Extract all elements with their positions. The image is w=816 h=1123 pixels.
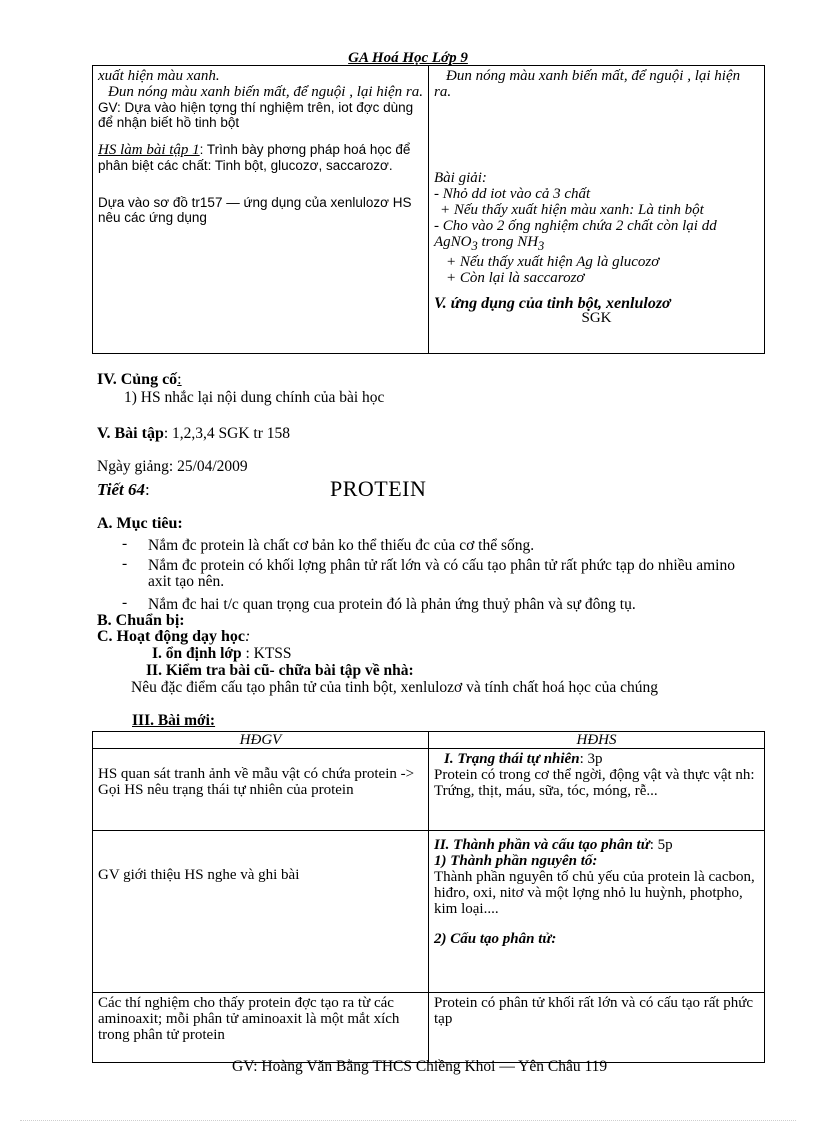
section-v xyxy=(97,426,290,442)
t1-left-exercise xyxy=(98,142,423,173)
row1-student-text: Protein có trong cơ thể ngời, động vật và thực vật nh: Trứng, thịt, máu, sữa, tóc, móng, rễ... xyxy=(434,767,755,799)
t1-right-step5: + Còn lại là saccarozơ xyxy=(446,270,585,286)
t1-right-step4: + Nếu thấy xuất hiện Ag là glucozơ xyxy=(446,254,660,270)
t1-left-line5: Dựa vào sơ đồ tr157 — ứng dụng của xenlulozơ HS nêu các ứng dụng xyxy=(98,195,412,225)
objective-text: Nắm đc protein có khối lợng phân tử rất lớn và có cấu tạo phân tử rất phức tạp do nhiều amino axit tạo nên. xyxy=(148,557,735,590)
section-iv-label: IV. Củng cố xyxy=(97,371,178,388)
row2-subheading2: 2) Cấu tạo phân tử: xyxy=(434,931,557,947)
t1-left-line3: GV: Dựa vào hiện tợng thí nghiệm trên, iot đợc dùng để nhận biết hồ tinh bột xyxy=(98,100,414,130)
objective-text: Nắm đc protein là chất cơ bản ko thể thiếu đc của cơ thể sống. xyxy=(148,537,535,554)
row1-heading xyxy=(434,751,759,767)
class-setup-text: : KTSS xyxy=(241,645,292,662)
step3-text: - Cho vào 2 ống nghiệm chứa 2 chất còn lại dd AgNO xyxy=(434,218,717,250)
step3-text2: trong NH xyxy=(477,234,539,250)
step3-sub2: 3 xyxy=(538,239,545,253)
period-number: Tiết 64 xyxy=(97,480,145,499)
t1-right-solution: Bài giải: xyxy=(434,170,487,186)
table2-row3-left xyxy=(93,993,429,1063)
step3-sub1: 3 xyxy=(471,239,478,253)
table2-row1-right xyxy=(429,749,765,831)
t1-right-line1: Đun nóng màu xanh biến mất, để nguội , lại hiện ra. xyxy=(434,68,741,100)
row1-teacher-text: HS quan sát tranh ảnh về mẫu vật có chứa protein -> Gọi HS nêu trạng thái tự nhiên của protein xyxy=(98,766,415,798)
objective-item xyxy=(122,555,742,590)
row2-heading xyxy=(434,837,759,853)
t1-right-heading: V. ứng dụng của tinh bột, xenlulozơ xyxy=(434,295,671,312)
section-c-label: C. Hoạt động dạy học xyxy=(97,628,246,645)
row3-teacher-text: Các thí nghiệm cho thấy protein đợc tạo ra từ các aminoaxit; mỗi phân tử aminoaxit là một mắt xích trong phân tử protein xyxy=(98,995,400,1043)
page-bottom-divider xyxy=(20,1120,796,1121)
homework-check-question: Nêu đặc điểm cấu tạo phân tử của tinh bột, xenlulozơ và tính chất hoá học của chúng xyxy=(131,679,659,696)
row2-student-text: Thành phần nguyên tố chủ yếu của protein là cacbon, hiđro, oxi, nitơ và một lợng nhỏ lu huỳnh, photpho, kim loại.... xyxy=(434,869,755,917)
lesson-title: PROTEIN xyxy=(330,476,427,501)
row2-teacher-text: GV giới thiệu HS nghe và ghi bài xyxy=(98,867,300,883)
t1-right-step3 xyxy=(434,218,759,254)
row1-heading-tail: : 3p xyxy=(579,751,603,767)
exercise-label: HS làm bài tập 1 xyxy=(98,142,200,158)
col-header-student: HĐHS xyxy=(429,732,765,749)
section-c-colon: : xyxy=(245,628,251,645)
section-iv-title xyxy=(97,372,182,388)
row1-heading-text: I. Trạng thái tự nhiên xyxy=(444,751,580,767)
page-footer: GV: Hoàng Văn Bằng THCS Chiềng Khoi — Yên Châu 119 xyxy=(232,1058,608,1075)
row2-heading-text: II. Thành phần và cấu tạo phân tử xyxy=(434,837,650,853)
lesson-activity-table xyxy=(92,731,765,1063)
objective-text: Nắm đc hai t/c quan trọng cua protein đó là phản ứng thuỷ phân và sự đông tụ. xyxy=(148,596,636,613)
section-v-label: V. Bài tập xyxy=(97,425,164,442)
col-header-teacher: HĐGV xyxy=(93,732,429,749)
period-label xyxy=(97,482,150,498)
t1-right-step2: + Nếu thấy xuất hiện màu xanh: Là tinh bột xyxy=(440,202,704,218)
teaching-date: Ngày giảng: 25/04/2009 xyxy=(97,458,248,475)
table2-row2-left xyxy=(93,831,429,993)
section-a-title: A. Mục tiêu: xyxy=(97,515,183,532)
section-v-text: : 1,2,3,4 SGK tr 158 xyxy=(163,425,291,442)
new-lesson-title: III. Bài mới: xyxy=(132,712,216,729)
objective-item xyxy=(122,535,742,554)
row2-heading-tail: : 5p xyxy=(649,837,673,853)
continued-lesson-table xyxy=(92,65,765,354)
class-setup xyxy=(152,646,292,662)
table2-row1-left xyxy=(93,749,429,831)
t1-left-line2: Đun nóng màu xanh biến mất, để nguội , lại hiện ra. xyxy=(108,84,423,100)
section-iv-item: 1) HS nhắc lại nội dung chính của bài học xyxy=(124,389,385,406)
table2-row3-right xyxy=(429,993,765,1063)
t1-left-line1: xuất hiện màu xanh. xyxy=(98,68,220,84)
bullet-dash: - xyxy=(122,594,128,611)
objective-item xyxy=(122,594,742,613)
section-c-title xyxy=(97,629,250,645)
section-b-title: B. Chuẩn bị: xyxy=(97,612,185,629)
class-setup-label: I. ổn định lớp xyxy=(152,645,242,662)
bullet-dash: - xyxy=(122,535,128,552)
period-colon: : xyxy=(145,480,150,499)
t1-right-step1: - Nhỏ dd iot vào cả 3 chất xyxy=(434,186,591,202)
homework-check-title: II. Kiểm tra bài cũ- chữa bài tập về nhà: xyxy=(146,662,414,679)
page-header: GA Hoá Học Lớp 9 xyxy=(348,50,468,66)
t1-right-sgk: SGK xyxy=(581,310,612,326)
table1-left-cell xyxy=(93,66,429,354)
bullet-dash: - xyxy=(122,555,128,572)
table2-row2-right xyxy=(429,831,765,993)
table1-right-cell xyxy=(429,66,765,354)
row3-student-text: Protein có phân tử khối rất lớn và có cấu tạo rất phức tạp xyxy=(434,995,754,1027)
section-iv-colon: : xyxy=(177,371,182,388)
row2-subheading: 1) Thành phần nguyên tố: xyxy=(434,853,598,869)
exercise-text: : Trình bày phơng pháp hoá học để phân biệt các chất: Tinh bột, glucozơ, saccarozơ. xyxy=(98,142,411,173)
